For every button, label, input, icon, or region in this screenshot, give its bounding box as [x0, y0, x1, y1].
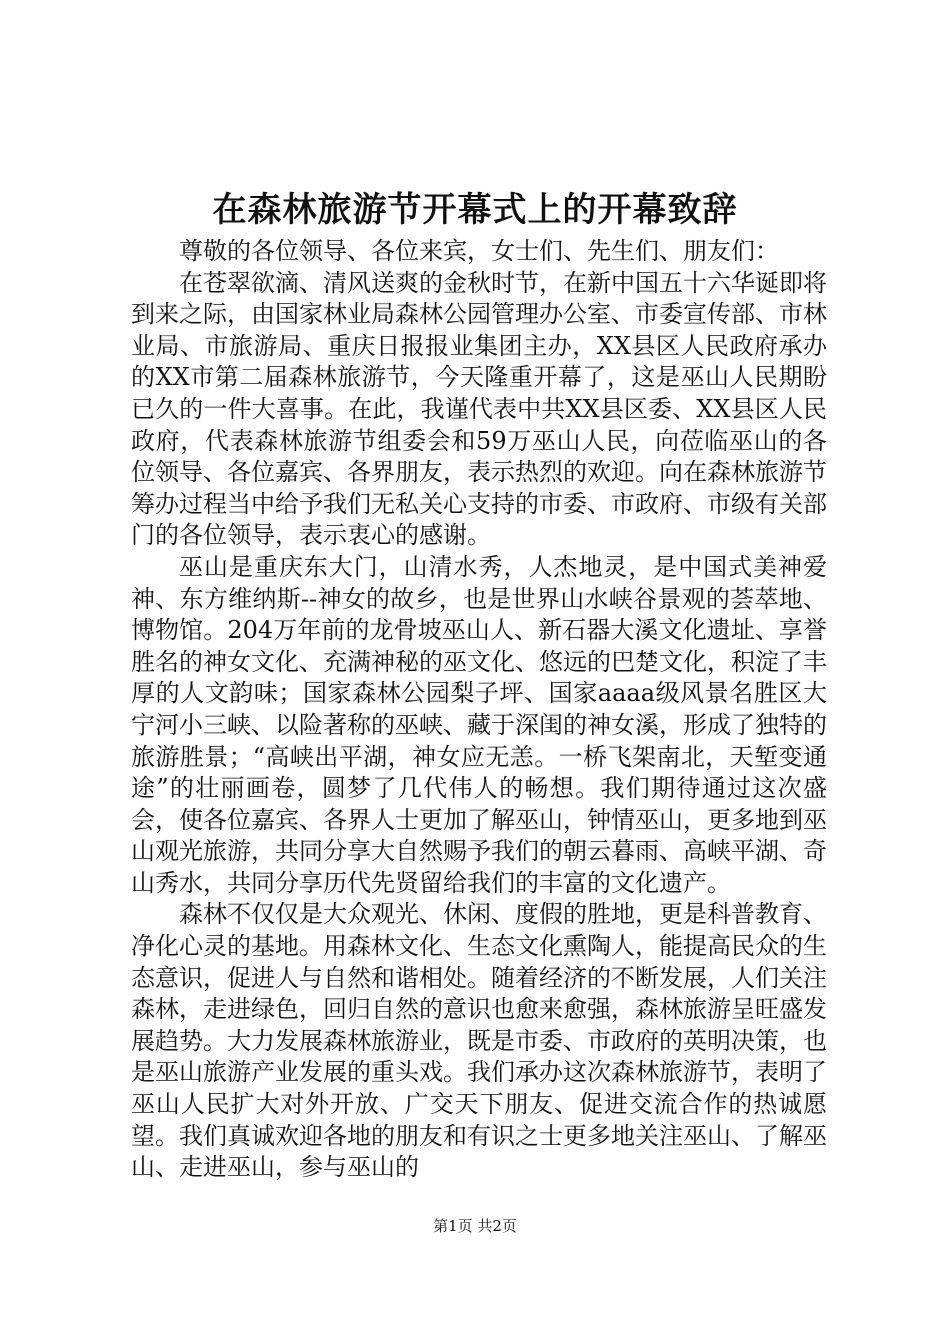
body-paragraph: 在苍翠欲滴、清风送爽的金秋时节，在新中国五十六华诞即将到来之际，由国家林业局森林公园管理办公室、市委宣传部、市林业局、市旅游局、重庆日报报业集团主办，XX县区人民政府承办的XX市第二届森林旅游节，今天隆重开幕了，这是巫山人民期盼已久的一件大喜事。在此，我谨代表中共XX县区委、XX县区人民政府，代表森林旅游节组委会和59万巫山人民，向莅临巫山的各位领导、各位嘉宾、各界朋友，表示热烈的欢迎。向在森林旅游节筹办过程当中给予我们无私关心支持的市委、市政府、市级有关部门的各位领导，表示衷心的感谢。	[131, 268, 827, 550]
body-paragraph: 巫山是重庆东大门，山清水秀，人杰地灵，是中国式美神爱神、东方维纳斯--神女的故乡，也是世界山水峡谷景观的荟萃地、博物馆。204万年前的龙骨坡巫山人、新石器大溪文化遗址、享誉胜名的神女文化、充满神秘的巫文化、悠远的巴楚文化，积淀了丰厚的人文韵味；国家森林公园梨子坪、国家aaaa级风景名胜区大宁河小三峡、以险著称的巫峡、藏于深闺的神女溪，形成了独特的旅游胜景；“高峡出平湖，神女应无恙。一桥飞架南北，天堑变通途”的壮丽画卷，圆梦了几代伟人的畅想。我们期待通过这次盛会，使各位嘉宾、各界人士更加了解巫山，钟情巫山，更多地到巫山观光旅游，共同分享大自然赐予我们的朝云暮雨、高峡平湖、奇山秀水，共同分享历代先贤留给我们的丰富的文化遗产。	[131, 552, 827, 897]
body-paragraph: 森林不仅仅是大众观光、休闲、度假的胜地，更是科普教育、净化心灵的基地。用森林文化、生态文化熏陶人，能提高民众的生态意识，促进人与自然和谐相处。随着经济的不断发展，人们关注森林，走进绿色，回归自然的意识也愈来愈强，森林旅游呈旺盛发展趋势。大力发展森林旅游业，既是市委、市政府的英明决策，也是巫山旅游产业发展的重头戏。我们承办这次森林旅游节，表明了巫山人民扩大对外开放、广交天下朋友、促进交流合作的热诚愿望。我们真诚欢迎各地的朋友和有识之士更多地关注巫山、了解巫山、走进巫山，参与巫山的	[131, 900, 827, 1182]
page-title: 在森林旅游节开幕式上的开幕致辞	[212, 190, 738, 230]
document-body	[131, 236, 827, 1184]
page-number-footer: 第1页 共2页	[433, 1217, 517, 1235]
salutation-paragraph: 尊敬的各位领导、各位来宾，女士们、先生们、朋友们：	[179, 237, 779, 265]
